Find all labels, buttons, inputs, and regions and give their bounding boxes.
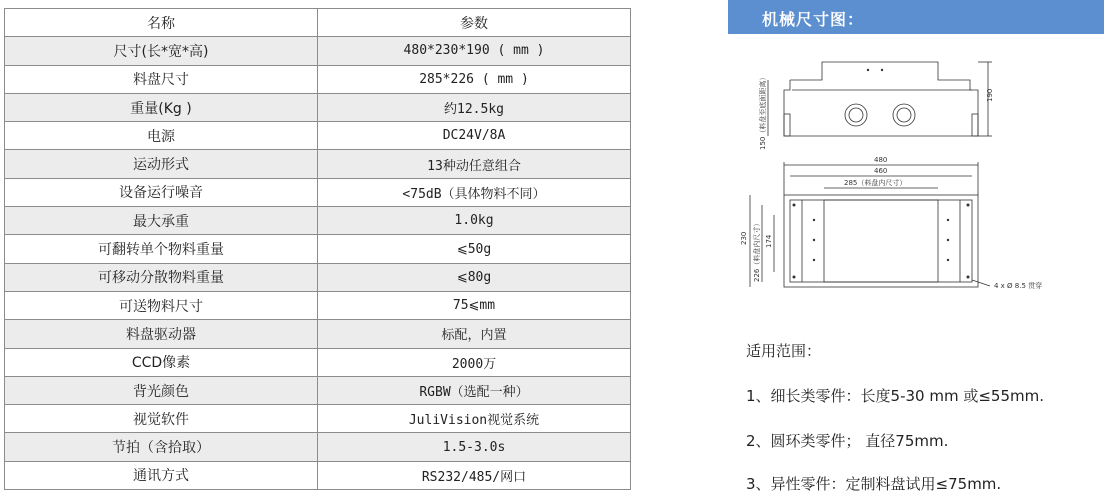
overall-depth-label: 230 (740, 231, 748, 245)
header-value: 参数 (318, 9, 631, 37)
scope-item: 1、细长类零件：长度5-30 mm 或≤55mm. (746, 387, 1044, 405)
overall-width-label: 480 (874, 156, 888, 164)
table-row (5, 291, 631, 319)
row-name: 设备运行噪音 (5, 178, 318, 206)
header-name: 名称 (5, 9, 318, 37)
section-banner (728, 0, 1104, 34)
row-value: 标配，内置 (318, 320, 631, 348)
row-name: 料盘驱动器 (5, 320, 318, 348)
row-name: 可翻转单个物料重量 (5, 235, 318, 263)
row-name: 电源 (5, 122, 318, 150)
row-name: CCD像素 (5, 348, 318, 376)
row-name: 最大承重 (5, 207, 318, 235)
table-row (5, 320, 631, 348)
row-value: RS232/485/网口 (318, 461, 631, 489)
mechanical-drawing (732, 50, 1043, 300)
table-header-row (5, 9, 631, 37)
table-row (5, 433, 631, 461)
row-name: 可移动分散物料重量 (5, 263, 318, 291)
row-value: <75dB（具体物料不同） (318, 178, 631, 206)
inner-depth-label: 174 (765, 234, 773, 248)
row-value: 1.0kg (318, 207, 631, 235)
tray-depth-label: 226（料盘内尺寸） (753, 219, 761, 282)
inner-width-label: 460 (874, 167, 888, 175)
row-value: 285*226 ( mm ) (318, 65, 631, 93)
row-value: ⩽80g (318, 263, 631, 291)
row-name: 可送物料尺寸 (5, 291, 318, 319)
table-row (5, 376, 631, 404)
table-row (5, 348, 631, 376)
table-row (5, 37, 631, 65)
row-name: 运动形式 (5, 150, 318, 178)
row-value: 1.5-3.0s (318, 433, 631, 461)
row-name: 尺寸(长*宽*高) (5, 37, 318, 65)
row-value: JuliVision视觉系统 (318, 405, 631, 433)
row-name: 重量(Kg ) (5, 93, 318, 121)
side-height-label: 190 (986, 88, 994, 102)
row-value: DC24V/8A (318, 122, 631, 150)
table-row (5, 207, 631, 235)
row-value: RGBW（选配一种） (318, 376, 631, 404)
scope-item: 2、圆环类零件； 直径75mm. (746, 432, 949, 450)
row-name: 背光颜色 (5, 376, 318, 404)
row-name: 料盘尺寸 (5, 65, 318, 93)
table-row (5, 461, 631, 489)
tray-width-label: 285（料盘内尺寸） (844, 179, 907, 187)
table-row (5, 93, 631, 121)
side-tray-height-label: 150（料盘至底面距离） (759, 73, 767, 150)
row-name: 通讯方式 (5, 461, 318, 489)
table-row (5, 405, 631, 433)
spec-table (4, 8, 631, 490)
table-row (5, 235, 631, 263)
table-row (5, 122, 631, 150)
holes-label: 4 x Ø 8.5 贯穿 (994, 282, 1043, 290)
row-name: 节拍（含拾取） (5, 433, 318, 461)
row-value: 约12.5kg (318, 93, 631, 121)
table-row (5, 178, 631, 206)
table-row (5, 150, 631, 178)
table-row (5, 263, 631, 291)
row-value: 2000万 (318, 348, 631, 376)
row-name: 视觉软件 (5, 405, 318, 433)
banner-title: 机械尺寸图： (762, 10, 865, 29)
scope-item: 3、异性零件：定制料盘试用≤75mm. (746, 475, 1002, 493)
table-row (5, 65, 631, 93)
scope-title: 适用范围： (746, 342, 822, 360)
row-value: 75⩽mm (318, 291, 631, 319)
row-value: 13种动任意组合 (318, 150, 631, 178)
row-value: ⩽50g (318, 235, 631, 263)
row-value: 480*230*190 ( mm ) (318, 37, 631, 65)
